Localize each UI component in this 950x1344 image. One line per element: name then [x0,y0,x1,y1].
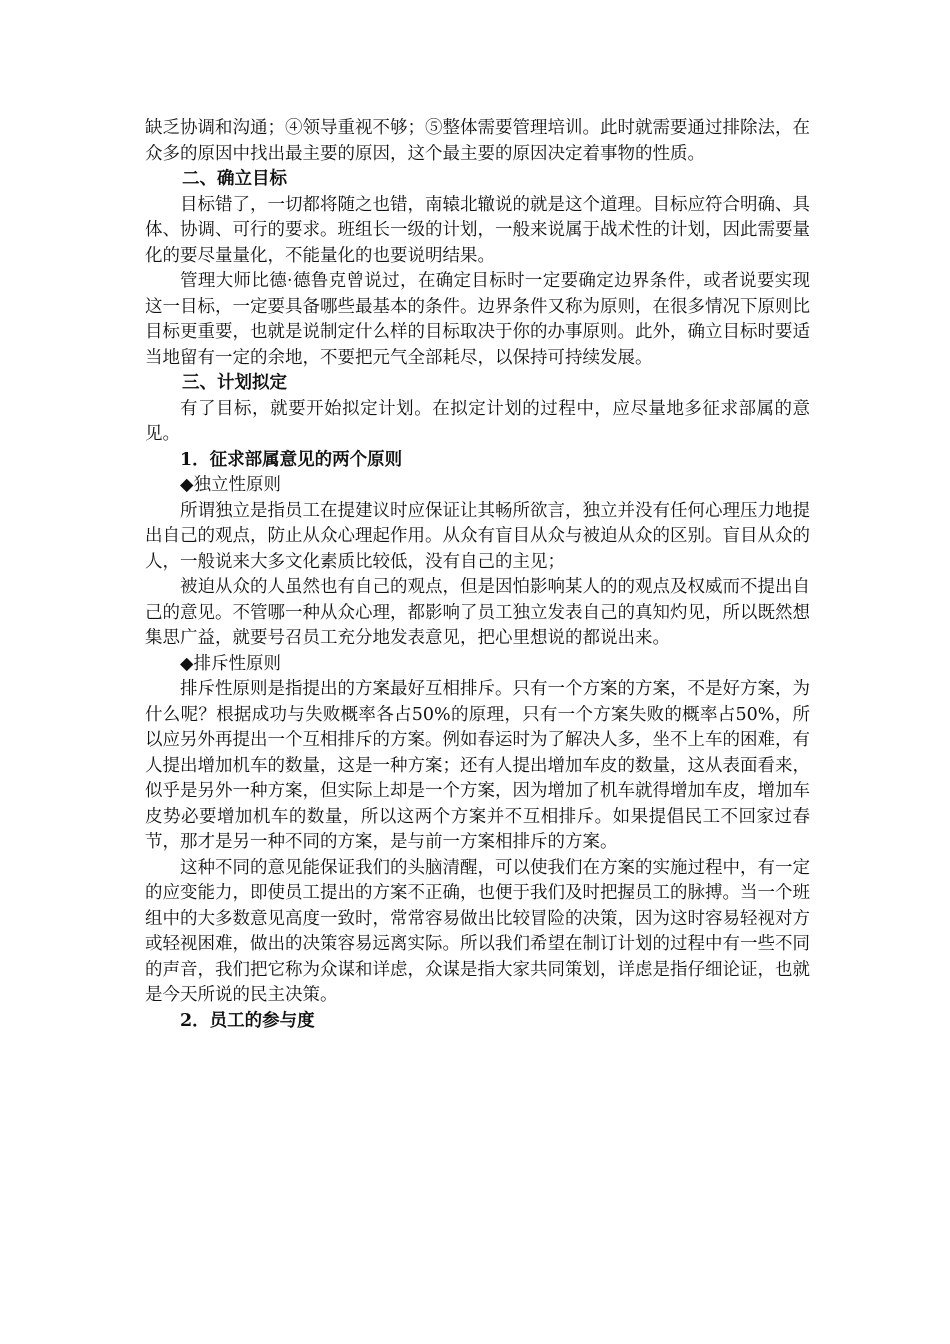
paragraph-drucker-boundary: 管理大师比德·德鲁克曾说过，在确定目标时一定要确定边界条件，或者说要实现这一目标，一定要具备哪些最基本的条件。边界条件又称为原则，在很多情况下原则比目标更重要，也就是说制定什么样的目标取决于你的办事原则。此外，确立目标时要适当地留有一定的余地，不要把元气全部耗尽，以保持可持续发展。 [145,271,810,368]
document-body [145,116,810,1034]
paragraph-exclusivity: 排斥性原则是指提出的方案最好互相排斥。只有一个方案的方案，不是好方案，为什么呢？根据成功与失败概率各占50%的原理，只有一个方案失败的概率占50%，所以应另外再提出一个互相排斥的方案。例如春运时为了解决人多，坐不上车的困难，有人提出增加机车的数量，这是一种方案；还有人提出增加车皮的数量，这从表面看来，似乎是另外一种方案，但实际上却是一个方案，因为增加了机车就得增加车皮，增加车皮势必要增加机车的数量，所以这两个方案并不互相排斥。如果提倡民工不回家过春节，那才是另一种不同的方案，是与前一方案相排斥的方案。 [145,679,810,852]
paragraph-continuation: 缺乏协调和沟通；④领导重视不够；⑤整体需要管理培训。此时就需要通过排除法，在众多的原因中找出最主要的原因，这个最主要的原因决定着事物的性质。 [145,118,810,164]
section-heading-set-goals: 二、确立目标 [182,169,287,189]
subheading-employee-participation: 2．员工的参与度 [180,1010,315,1031]
paragraph-different-opinions: 这种不同的意见能保证我们的头脑清醒，可以使我们在方案的实施过程中，有一定的应变能力，即使员工提出的方案不正确，也便于我们及时把握员工的脉搏。当一个班组中的大多数意见高度一致时，常常容易做出比较冒险的决策，因为这时容易轻视对方或轻视困难，做出的决策容易远离实际。所以我们希望在制订计划的过程中有一些不同的声音，我们把它称为众谋和详虑，众谋是指大家共同策划，详虑是指仔细论证，也就是今天所说的民主决策。 [145,857,810,1005]
paragraph-goal-requirements: 目标错了，一切都将随之也错，南辕北辙说的就是这个道理。目标应符合明确、具体、协调、可行的要求。班组长一级的计划，一般来说属于战术性的计划，因此需要量化的要尽量量化，不能量化的也要说明结果。 [145,194,810,266]
bullet-exclusivity-principle: ◆排斥性原则 [180,653,281,674]
paragraph-plan-intro: 有了目标，就要开始拟定计划。在拟定计划的过程中，应尽量地多征求部属的意见。 [145,398,810,444]
subheading-two-principles: 1．征求部属意见的两个原则 [180,449,403,470]
bullet-independence-principle: ◆独立性原则 [180,475,281,495]
section-heading-plan-drafting: 三、计划拟定 [182,373,287,393]
paragraph-independence: 所谓独立是指员工在提建议时应保证让其畅所欲言，独立并没有任何心理压力地提出自己的观点，防止从众心理起作用。从众有盲目从众与被迫从众的区别。盲目从众的人，一般说来大多文化素质比较低，没有自己的主见； [145,500,810,572]
paragraph-forced-conformity: 被迫从众的人虽然也有自己的观点，但是因怕影响某人的的观点及权威而不提出自己的意见。不管哪一种从众心理，都影响了员工独立发表自己的真知灼见，所以既然想集思广益，就要号召员工充分地发表意见，把心里想说的都说出来。 [145,577,810,648]
